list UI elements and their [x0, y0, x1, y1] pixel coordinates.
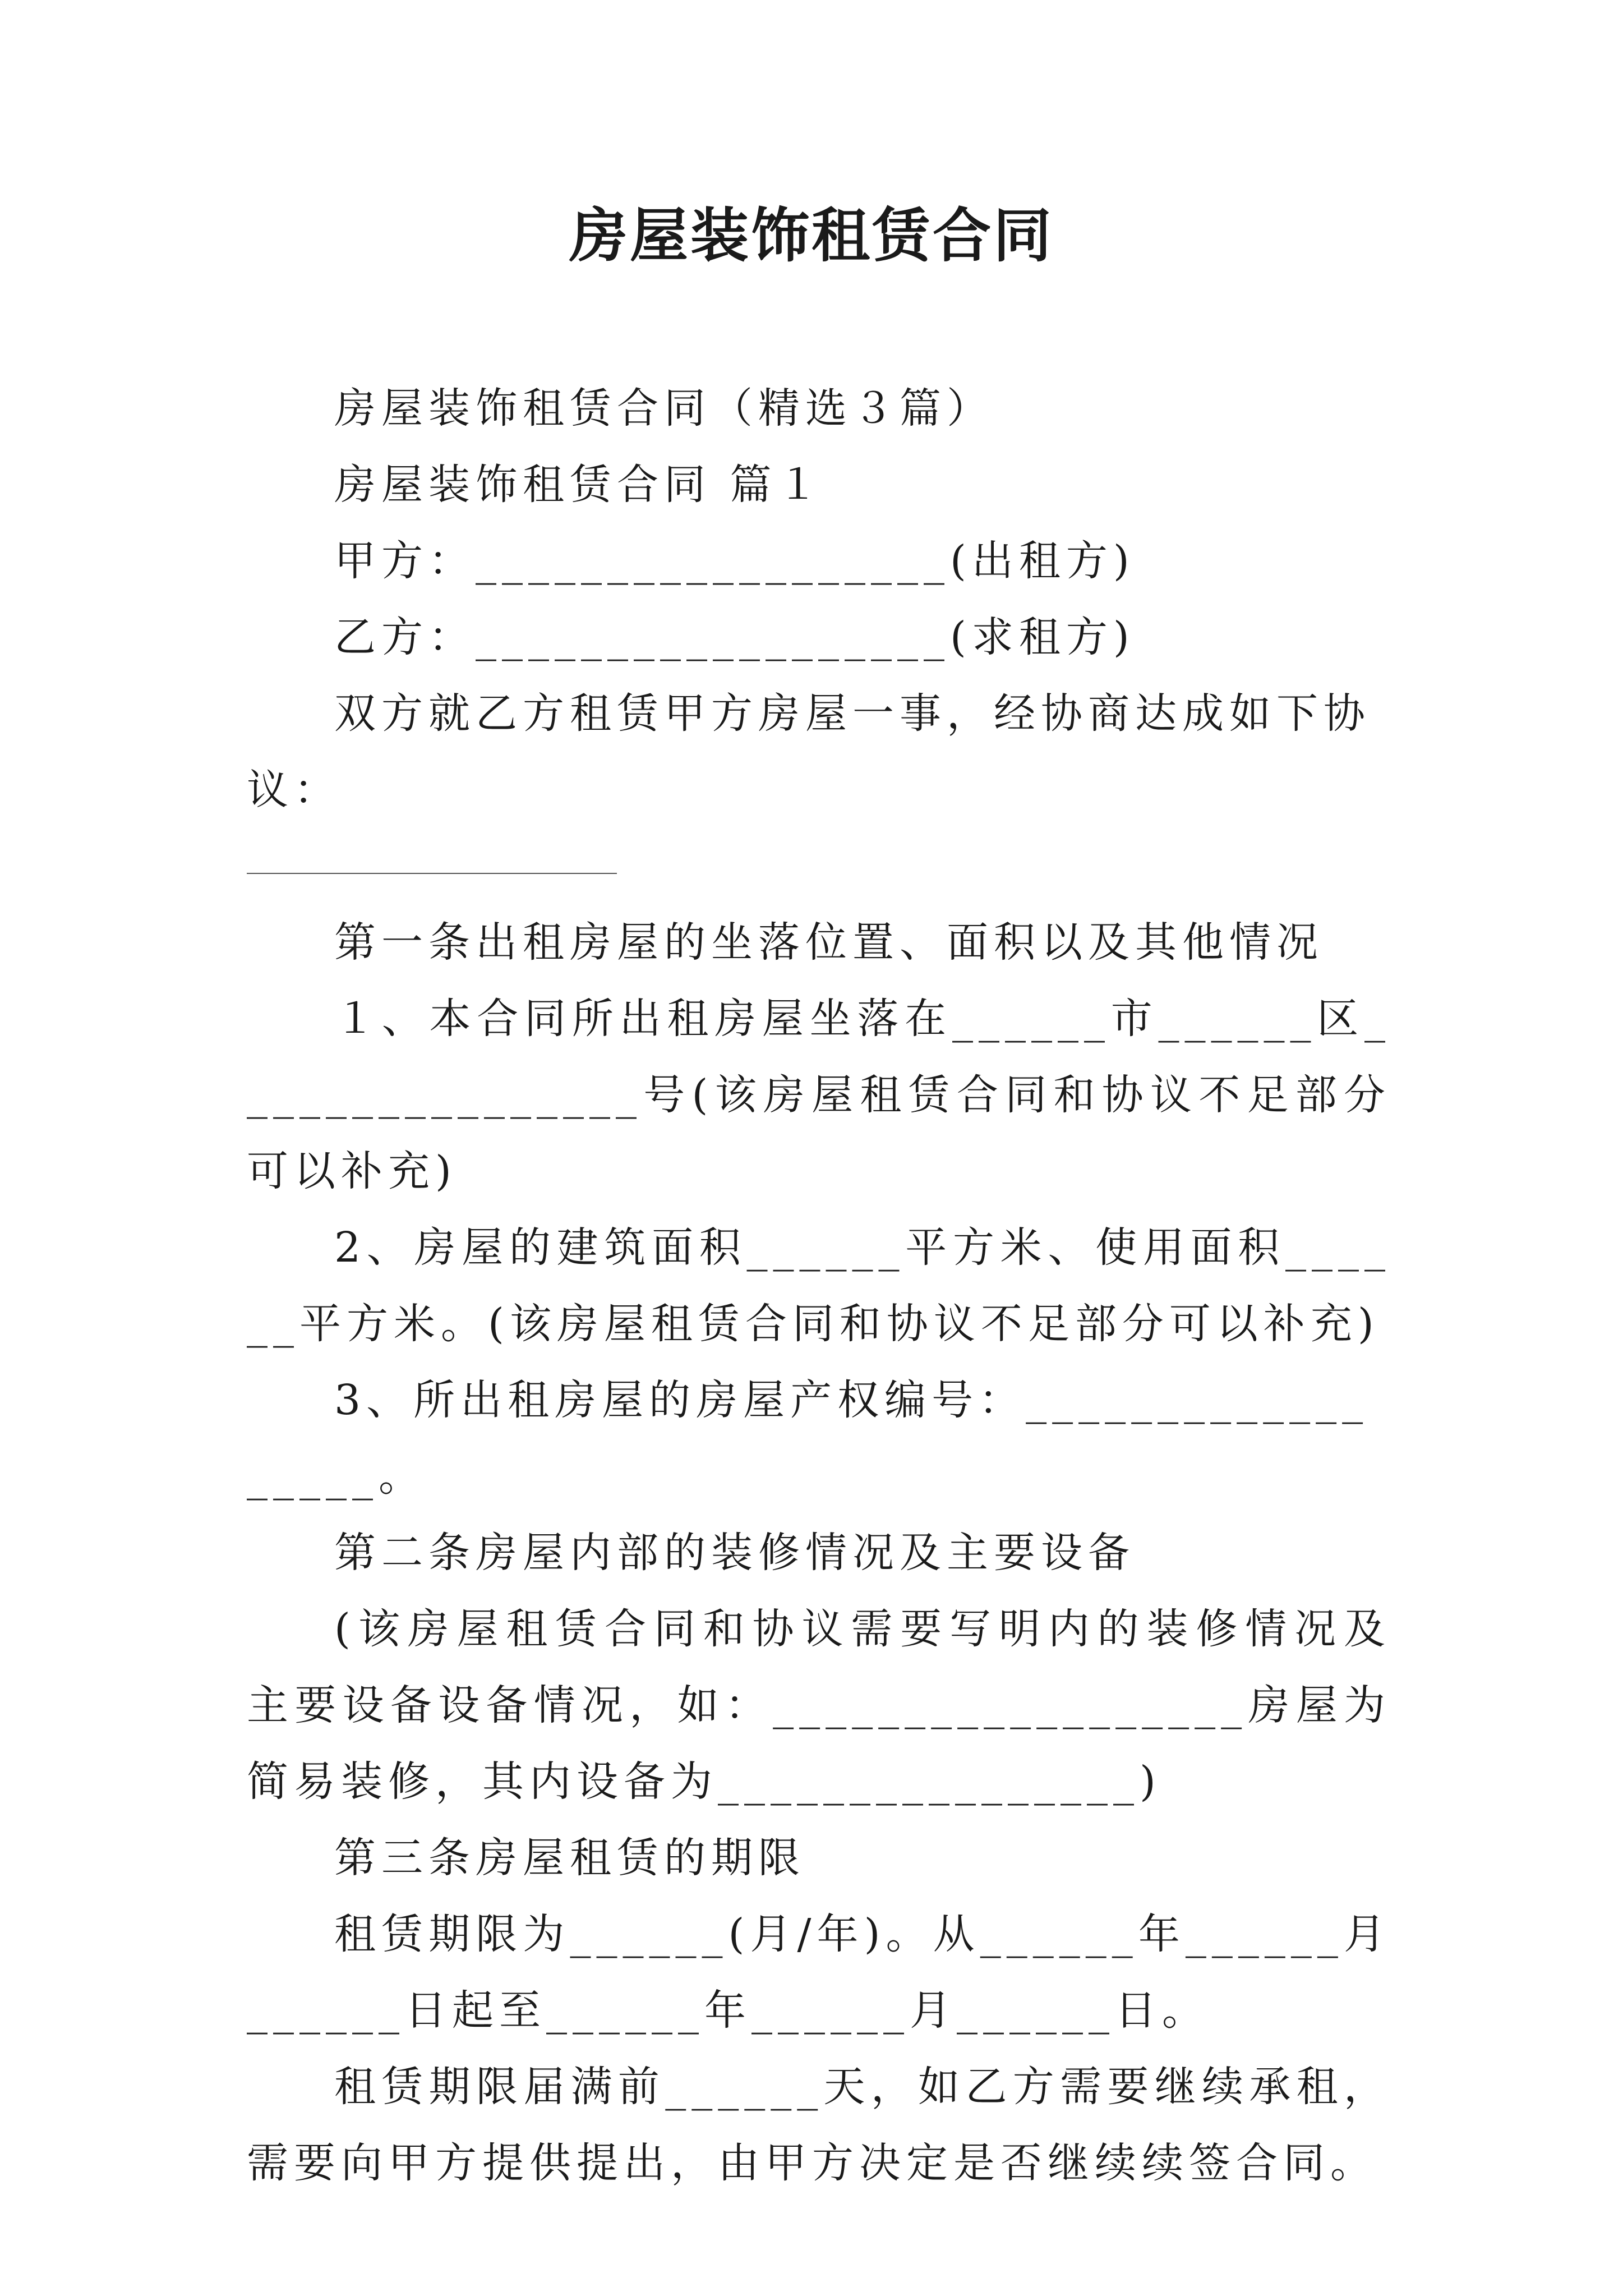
party-a-line: 甲方：__________________(出租方) — [334, 537, 1135, 585]
agreement-intro: 双方就乙方租赁甲方房屋一事，经协商达成如下协议： — [247, 689, 1371, 814]
clause-2: (该房屋租赁合同和协议需要写明内的装修情况及主要设备设备情况，如：__________________房屋为简易装修，其内设备为________________) — [247, 1605, 1391, 1806]
subtitle: 房屋装饰租赁合同（精选３篇） — [334, 384, 994, 432]
clause-1-3: 3、所出租房屋的房屋产权编号：__________________。 — [247, 1376, 1369, 1501]
document-body — [247, 370, 1391, 2201]
article-3-heading: 第三条房屋租赁的期限 — [334, 1834, 805, 1882]
party-b-line: 乙方：__________________(求租方) — [334, 613, 1135, 661]
article-1-heading: 第一条出租房屋的坐落位置、面积以及其他情况 — [334, 918, 1324, 967]
document-title: 房屋装饰租赁合同 — [569, 201, 1054, 270]
article-2-heading: 第二条房屋内部的装修情况及主要设备 — [334, 1529, 1135, 1577]
clause-1-1: １、本合同所出租房屋坐落在______市______区________________号(该房屋租赁合同和协议不足部分可以补充) — [247, 995, 1391, 1195]
part-heading: 房屋装饰租赁合同 篇１ — [334, 461, 824, 509]
clause-3-1: 租赁期限为______(月/年)。从______年______月______日起至______年______月______日。 — [247, 1910, 1391, 2035]
clause-3-2: 租赁期限届满前______天，如乙方需要继续承租，需要向甲方提供提出，由甲方决定是否继续续签合同。 — [247, 2063, 1391, 2187]
blank-underline — [247, 828, 1391, 904]
clause-1-2: 2、房屋的建筑面积______平方米、使用面积______平方米。(该房屋租赁合同和协议不足部分可以补充) — [247, 1223, 1391, 1348]
